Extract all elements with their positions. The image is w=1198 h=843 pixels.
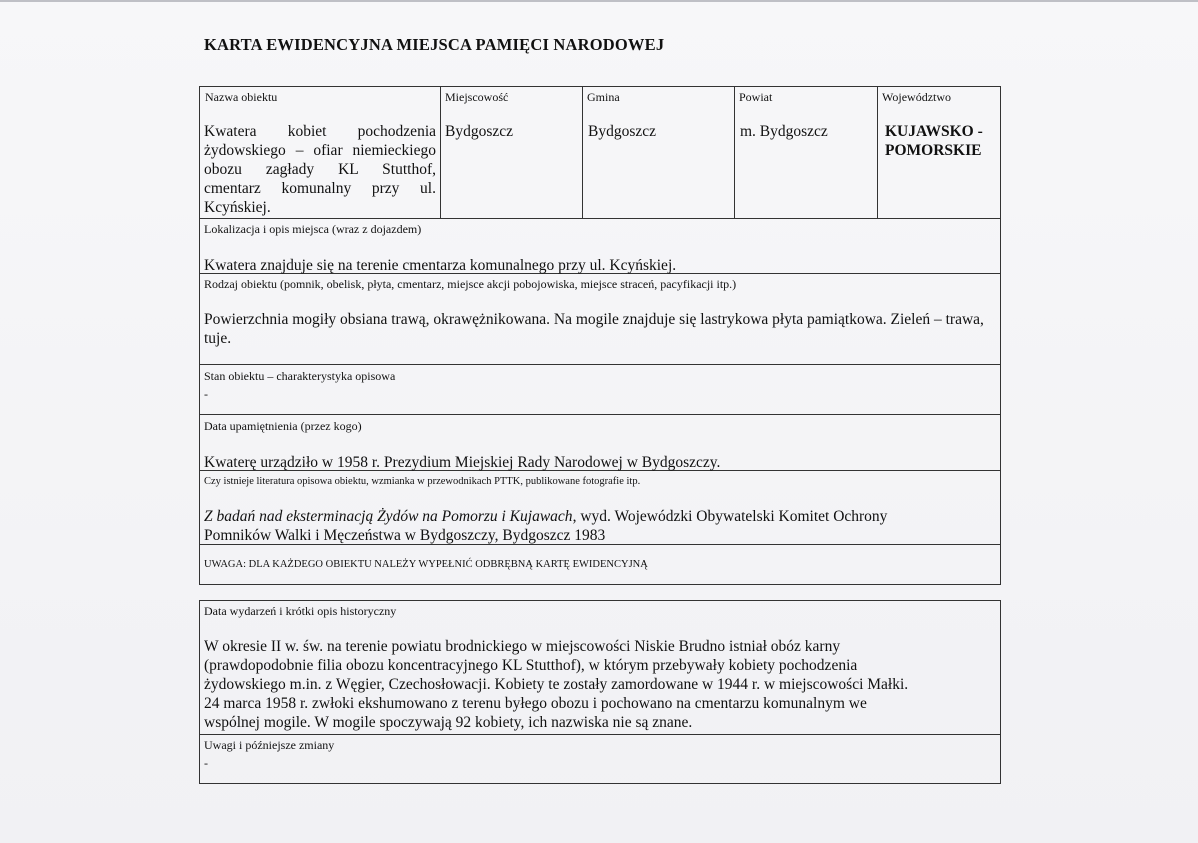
divider [582,86,583,218]
powiat-label: Powiat [739,90,773,104]
data-upamietnienia-label: Data upamiętnienia (przez kogo) [204,419,362,433]
wojewodztwo-label: Województwo [882,90,952,104]
miejscowosc-label: Miejscowość [445,90,509,104]
divider [199,414,1001,415]
divider [199,734,1001,735]
wojewodztwo-value-line2: POMORSKIE [885,142,982,159]
uwaga-note: UWAGA: DLA KAŻDEGO OBIEKTU NALEŻY WYPEŁNIĆ ODBRĘBNĄ KARTĘ EWIDENCYJNĄ [204,559,648,570]
divider [440,86,441,218]
document-title: KARTA EWIDENCYJNA MIEJSCA PAMIĘCI NARODOWEJ [204,35,665,54]
uwagi-label: Uwagi i późniejsze zmiany [204,738,335,752]
historia-label: Data wydarzeń i krótki opis historyczny [204,604,397,618]
divider [734,86,735,218]
historia-line: wspólnej mogile. W mogile spoczywają 92 kobiety, ich nazwiska nie są znane. [204,714,693,731]
data-upamietnienia-text: Kwaterę urządziło w 1958 r. Prezydium Miejskiej Rady Narodowej w Bydgoszczy. [204,454,721,471]
rodzaj-obiektu-text: Powierzchnia mogiły obsiana trawą, okrawężnikowana. Na mogile znajduje się lastrykowa płyta pamiątkowa. Zieleń – trawa, tuje. [204,311,984,347]
literatura-label: Czy istnieje literatura opisowa obiektu, wzmianka w przewodnikach PTTK, publikowane fotografie itp. [204,476,641,487]
powiat-value: m. Bydgoszcz [740,123,828,140]
wojewodztwo-value-line1: KUJAWSKO - [885,123,983,140]
historia-line: żydowskiego m.in. z Węgier, Czechosłowacji. Kobiety te zostały zamordowane w 1944 r. w miejscowości Małki. [204,676,909,693]
literatura-text-line1 [204,507,887,526]
nazwa-obiektu-value: Kwatera kobiet pochodzenia żydowskiego – ofiar niemieckiego obozu zagłady KL Stutthof, cmentarz komunalny przy ul. Kcyńskiej. [204,123,436,216]
stan-obiektu-text: - [204,387,208,401]
literatura-title: Z badań nad eksterminacją Żydów na Pomorzu i Kujawach [204,508,573,525]
literatura-publisher: , wyd. Wojewódzki Obywatelski Komitet Ochrony [572,508,888,525]
gmina-value: Bydgoszcz [588,123,657,140]
rodzaj-obiektu-label: Rodzaj obiektu (pomnik, obelisk, płyta, cmentarz, miejsce akcji pobojowiska, miejsce straceń, pacyfikacji itp.) [204,277,737,291]
nazwa-obiektu-label: Nazwa obiektu [205,90,278,104]
lokalizacja-label: Lokalizacja i opis miejsca (wraz z dojazdem) [204,222,422,236]
scan-top-edge [0,0,1198,2]
historia-line: W okresie II w. św. na terenie powiatu brodnickiego w miejscowości Niskie Brudno istniał obóz karny [204,638,841,655]
stan-obiektu-label: Stan obiektu – charakterystyka opisowa [204,369,396,383]
divider [877,86,878,218]
miejscowosc-value: Bydgoszcz [445,123,514,140]
literatura-text-line2: Pomników Walki i Męczeństwa w Bydgoszczy, Bydgoszcz 1983 [204,527,606,544]
historia-line: 24 marca 1958 r. zwłoki ekshumowano z terenu byłego obozu i pochowano na cmentarzu komunalnym we [204,695,867,712]
uwagi-text: - [204,756,208,770]
divider [199,364,1001,365]
historia-line: (prawdopodobnie filia obozu koncentracyjnego KL Stutthof), w którym przebywały kobiety pochodzenia [204,657,858,674]
gmina-label: Gmina [587,90,620,104]
divider [199,218,1001,219]
lokalizacja-text: Kwatera znajduje się na terenie cmentarza komunalnego przy ul. Kcyńskiej. [204,257,677,274]
